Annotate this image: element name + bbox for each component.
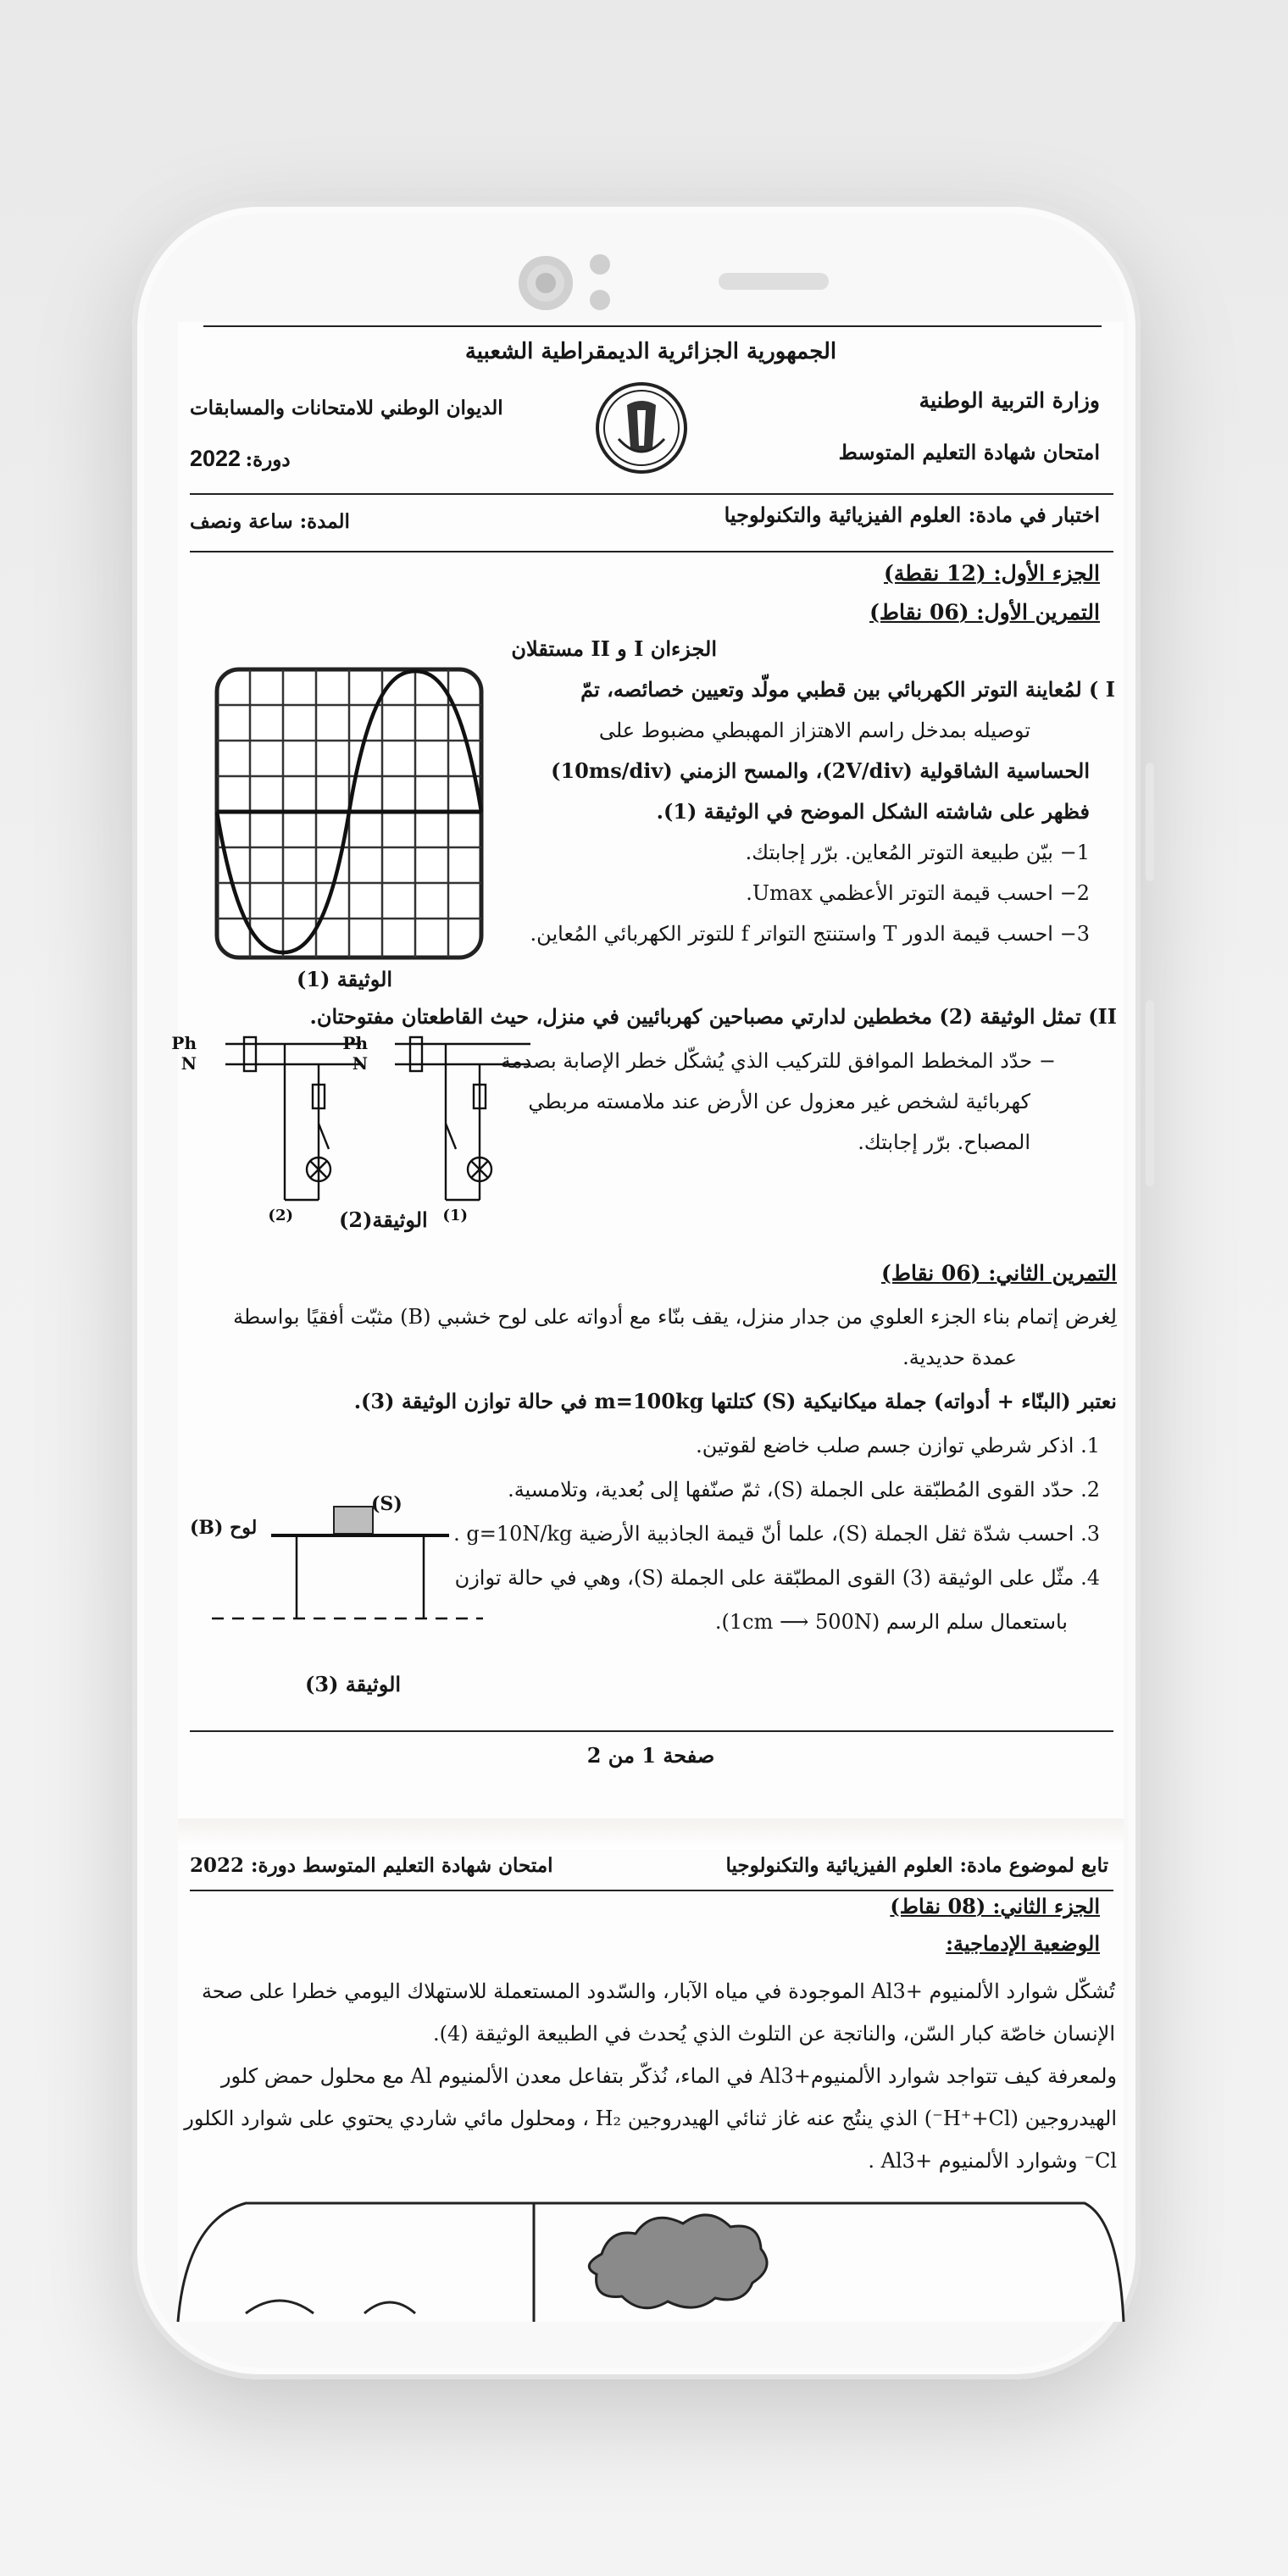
document-viewer[interactable] bbox=[171, 322, 1124, 2322]
independent-note: الجزءان I و II مستقلان bbox=[511, 636, 717, 661]
page-number: صفحة 1 من 2 bbox=[586, 1743, 715, 1768]
q2-text: المصباح. برّر إجابتك. bbox=[858, 1130, 1030, 1154]
situation-line: Cl⁻ وشوارد الألمنيوم +Al3 . bbox=[868, 2149, 1117, 2173]
side-button[interactable] bbox=[1146, 1000, 1154, 1186]
situation-line: تُشكّل شوارد الألمنيوم +Al3 الموجودة في مياه الآبار، والسّدود المستعملة للاستهلاك اليومي خطرا على صحة bbox=[201, 1979, 1115, 2003]
doc3-caption: الوثيقة (3) bbox=[305, 1672, 402, 1696]
q1-line: 1− بيّن طبيعة التوتر المُعاين. برّر إجابتك. bbox=[745, 841, 1090, 864]
oscilloscope-screen bbox=[212, 664, 486, 964]
system-label: (S) bbox=[371, 1493, 402, 1515]
camera-icon bbox=[519, 256, 573, 310]
q1-line: I ) لمُعاينة التوتر الكهربائي بين قطبي مولّد وتعيين خصائصه، تمّ bbox=[580, 677, 1115, 702]
pollution-illustration bbox=[178, 2186, 1124, 2322]
speaker-grille bbox=[719, 273, 829, 290]
phase-label: Ph bbox=[342, 1033, 368, 1053]
subject-label: اختبار في مادة: العلوم الفيزيائية والتكنولوجيا bbox=[724, 502, 1100, 527]
office-label: الديوان الوطني للامتحانات والمسابقات bbox=[190, 397, 503, 419]
side-button[interactable] bbox=[1146, 763, 1154, 881]
exercise1-title: التمرين الأول: (06 نقاط) bbox=[869, 600, 1100, 625]
ex2-question: 4. مثّل على الوثيقة (3) القوى المطبّقة على الجملة (S)، وهي في حالة توازن bbox=[454, 1566, 1100, 1590]
exam-label: امتحان شهادة التعليم المتوسط bbox=[838, 440, 1100, 464]
q2-text: − حدّد المخطط الموافق للتركيب الذي يُشكّل خطر الإصابة بصدمة bbox=[500, 1049, 1056, 1073]
doc1-caption: الوثيقة (1) bbox=[297, 967, 393, 991]
neutral-label: N bbox=[352, 1053, 368, 1074]
page-break bbox=[178, 1818, 1124, 1849]
session-year: 2022 bbox=[190, 446, 242, 471]
session-label: دورة: bbox=[245, 448, 291, 471]
ex2-statement: نعتبر (البنّاء + أدواته) جملة ميكانيكية (S) كتلتها m=100kg في حالة توازن الوثيقة (3). bbox=[353, 1389, 1117, 1413]
phase-label: Ph bbox=[171, 1033, 197, 1053]
header-rule-2 bbox=[190, 551, 1113, 552]
ex2-question: 2. حدّد القوى المُطبّقة على الجملة (S)، ثمّ صنّفها إلى بُعدية، وتلامسية. bbox=[508, 1478, 1100, 1502]
q1-line: الحساسية الشاقولية (2V/div)، والمسح الزمني (10ms/div) bbox=[551, 758, 1090, 783]
q1-line: 2− احسب قيمة التوتر الأعظمي Umax. bbox=[746, 881, 1090, 905]
ex2-intro: لِغرض إتمام بناء الجزء العلوي من جدار منزل، يقف بنّاء مع أدواته على لوح خشبي (B) مثبّت أفقيًا بواسطة bbox=[233, 1305, 1117, 1329]
circuit-1-label: (1) bbox=[442, 1207, 468, 1224]
part2-title: الجزء الثاني: (08 نقاط) bbox=[890, 1894, 1100, 1918]
circuit-2-label: (2) bbox=[268, 1207, 293, 1224]
header-rule bbox=[190, 493, 1113, 495]
q1-line: 3− احسب قيمة الدور T واستنتج التواتر f للتوتر الكهربائي المُعاين. bbox=[530, 922, 1090, 946]
ex2-question: 1. اذكر شرطي توازن جسم صلب خاضع لقوتين. bbox=[696, 1434, 1100, 1457]
ex2-question: باستعمال سلم الرسم (1cm ⟶ 500N). bbox=[714, 1610, 1068, 1634]
page2-rule bbox=[190, 1890, 1113, 1891]
doc2-caption: الوثيقة(2) bbox=[339, 1208, 428, 1232]
situation-line: ولمعرفة كيف تتواجد شوارد الألمنيوم+Al3 في الماء، نُذكّر بتفاعل معدن الألمنيوم Al مع محلول حمض كلور bbox=[220, 2064, 1117, 2088]
neutral-label: N bbox=[180, 1053, 197, 1074]
ministry-label: وزارة التربية الوطنية bbox=[919, 388, 1100, 413]
state-emblem bbox=[593, 380, 690, 476]
republic-title: الجمهورية الجزائرية الديمقراطية الشعبية bbox=[464, 339, 837, 364]
q1-line: فظهر على شاشته الشكل الموضح في الوثيقة (1). bbox=[656, 799, 1090, 824]
exercise2-title: التمرين الثاني: (06 نقاط) bbox=[881, 1261, 1117, 1285]
board-label: لوح (B) bbox=[190, 1517, 258, 1539]
ex2-intro: عمدة حديدية. bbox=[902, 1346, 1017, 1369]
duration-label: المدة: ساعة ونصف bbox=[190, 510, 350, 533]
page2-exam-label: امتحان شهادة التعليم المتوسط دورة: 2022 bbox=[190, 1854, 553, 1877]
q2-line: II) تمثل الوثيقة (2) مخططين لدارتي مصباحين كهربائيين في منزل، حيث القاطعتان مفتوحتان. bbox=[309, 1004, 1117, 1029]
session bbox=[190, 446, 291, 472]
situation-line: الهيدروجين (H⁺+Cl⁻) الذي ينتُج عنه غاز ثنائي الهيدروجين H₂ ، ومحلول مائي شاردي يحتوي على شوارد الكلور bbox=[184, 2107, 1117, 2130]
circuit-diagram bbox=[171, 1030, 539, 1225]
part1-title: الجزء الأول: (12 نقطة) bbox=[883, 561, 1100, 586]
q2-text: كهربائية لشخص غير معزول عن الأرض عند ملامسته مربطي bbox=[528, 1090, 1030, 1113]
continued-label: تابع لموضوع مادة: العلوم الفيزيائية والتكنولوجيا bbox=[725, 1854, 1108, 1877]
footer-rule bbox=[190, 1730, 1113, 1732]
ex2-question: 3. احسب شدّة ثقل الجملة (S)، علما أنّ قيمة الجاذبية الأرضية g=10N/kg . bbox=[453, 1522, 1100, 1546]
situation-line: الإنسان خاصّة كبار السّن، والناتجة عن التلوث الذي يُحدث في الطبيعة الوثيقة (4). bbox=[433, 2022, 1115, 2046]
situation-title: الوضعية الإدماجية: bbox=[946, 1931, 1100, 1956]
sensor-icon bbox=[590, 254, 612, 312]
q1-line: توصيله بمدخل راسم الاهتزاز المهبطي مضبوط على bbox=[598, 719, 1030, 742]
top-rule bbox=[203, 325, 1102, 327]
